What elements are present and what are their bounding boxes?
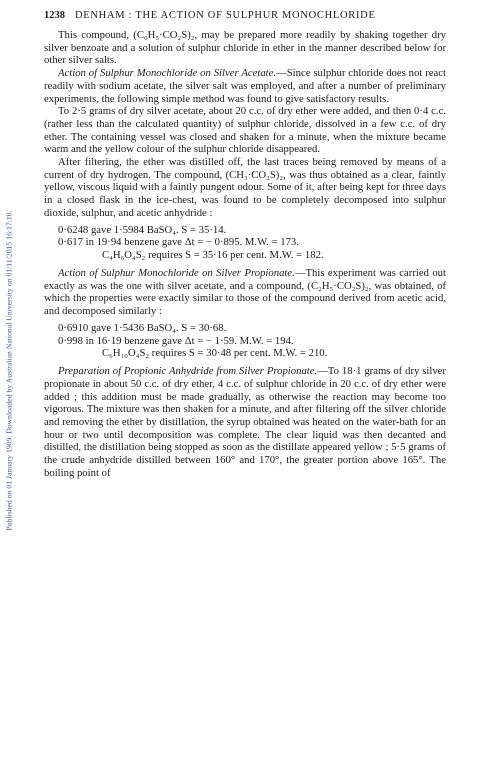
paragraph-acetate-body: —Since sulphur chloride does not react readily with sodium acetate, the silver salt was employed, and after a number of preliminary experiments, the following simple method was found to give satisfactory results. [44,67,446,105]
analysis-line: 0·998 in 16·19 benzene gave Δt = − 1·59. M.W. = 194. [58,334,294,347]
paragraph-acetate-product: After filtering, the ether was distilled off, the last traces being removed by means of a current of dry hydrogen. The compound, (CH₃·CO₂S)₂, was thus obtained as a clear, faintly yellow, viscous liquid with a faintly pungent odour. Some of it, after being kept for three days in a closed flask in the ice-chest, was found to be completely decomposed into sulphur dioxide, sulphur, and acetic anhydride : [44,156,446,219]
analysis-line: 0·6910 gave 1·5436 BaSO₄. S = 30·68. [58,321,227,334]
running-title: DENHAM : THE ACTION OF SULPHUR MONOCHLORIDE [75,10,376,21]
download-watermark [2,60,16,680]
paragraph-propionate-body: —This experiment was carried out exactly as was the one with silver acetate, and a compound, (C₂H₅·CO₂S)₂, was obtained, of which the properties were exactly similar to those of the compound derived from acetic acid, and decomposed similarly : [44,266,446,318]
body-text [44,29,446,479]
page-number: 1238 [44,10,65,21]
paragraph-anhydride [44,365,446,479]
paragraph-propionate [44,267,446,318]
article-page [44,10,446,479]
paragraph-acetate-intro [44,67,446,105]
running-header [44,10,446,21]
section-heading-acetate: Action of Sulphur Monochloride on Silver Acetate. [58,67,277,80]
analysis-block-propionate [44,322,446,360]
download-watermark-text: Published on 01 January 1909. Downloaded by Australian National University on 01/11/2015 16:17:10. [4,209,14,531]
paragraph-acetate-procedure: To 2·5 grams of dry silver acetate, about 20 c.c. of dry ether were added, and then 0·4 c.c. (rather less than the calculated quantity) of sulphur chloride, dissolved in a few c.c. of dry ether. The containing vessel was closed and shaken for a minute, when the mixture became warm and the yellow colour of the sulphur chloride disappeared. [44,105,446,156]
section-heading-propionate: Action of Sulphur Monochloride on Silver Propionate. [58,266,295,279]
section-heading-anhydride: Preparation of Propionic Anhydride from Silver Propionate. [58,365,318,378]
analysis-requirement: C₄H₆O₄S₂ requires S = 35·16 per cent. M.W. = 182. [102,249,324,262]
paragraph-benzoate: This compound, (C₆H₅·CO₂S)₂, may be prepared more readily by shaking together dry silver benzoate and a solution of sulphur chloride in ether in the manner described below for other silver salts. [44,29,446,67]
analysis-line: 0·617 in 19·94 benzene gave Δt = − 0·895. M.W. = 173. [58,236,299,249]
analysis-block-acetate [44,224,446,262]
paragraph-anhydride-body: —To 18·1 grams of dry silver propionate in about 50 c.c. of dry ether, 4 c.c. of sulphur chloride in 20 c.c. of dry ether were added ; this addition must be made gradually, as otherwise the reaction may become too vigorous. The mixture was then shaken for a minute, and after filtering off the silver chloride and removing the ether by distillation, the syrup obtained was heated on the water-bath for an hour or two until decomposition was complete. The clear liquid was then decanted and distilled, the distillation being stopped as soon as the distillate appeared yellow ; 5·5 grams of the crude anhydride distilled between 160° and 170°, the greater portion above 165°. The boiling point of [44,365,446,479]
analysis-requirement: C₆H₁₀O₄S₂ requires S = 30·48 per cent. M.W. = 210. [102,347,328,360]
analysis-line: 0·6248 gave 1·5984 BaSO₄. S = 35·14. [58,223,227,236]
